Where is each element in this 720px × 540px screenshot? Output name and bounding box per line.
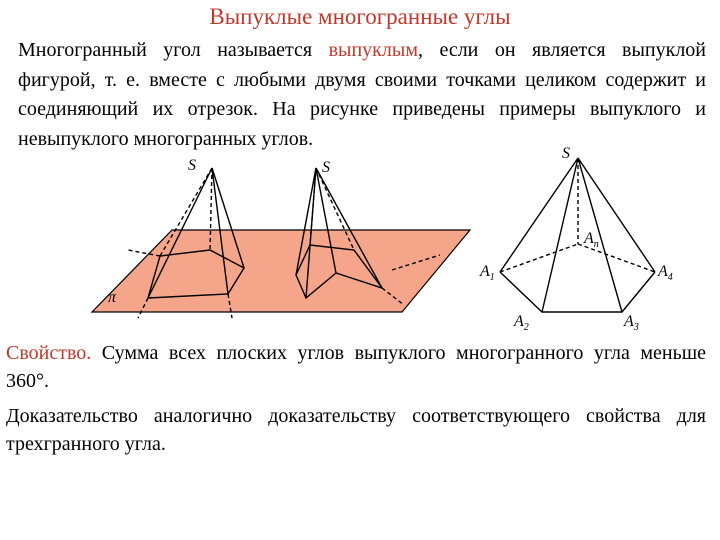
label-vertex-a3: $A_3$ (624, 313, 639, 333)
label-apex-s-convex: S (188, 157, 196, 174)
definition-term-highlight: выпуклым (328, 39, 418, 61)
label-pyramid-apex-s: S (562, 145, 570, 162)
label-vertex-a1: $A_1$ (480, 263, 495, 283)
property-paragraph (6, 339, 706, 395)
figure-pyramid-angle (500, 158, 655, 312)
proof-paragraph: Доказательство аналогично доказательству соответствующего свойства для трехгранного угла. (6, 405, 706, 455)
label-plane-pi: π (108, 289, 117, 306)
label-vertex-an: $A_n$ (584, 230, 599, 250)
property-label: Свойство. (6, 342, 92, 364)
label-apex-s-nonconvex: S (322, 159, 330, 176)
definition-text-start: Многогранный угол называется (18, 39, 329, 61)
property-text: Сумма всех плоских углов выпуклого многогранного угла меньше 360°. (6, 342, 706, 392)
plane-pi (92, 230, 470, 312)
label-vertex-a4: $A_4$ (658, 263, 673, 283)
definition-text-end: , если он является выпуклой фигурой, т. е. вместе с любыми двумя своими точками целиком содержит и соединяющий их отрезок. На рисунке приведены примеры выпуклого и невыпуклого многогранных углов. (18, 39, 706, 150)
figure-plane-with-angles (92, 168, 470, 318)
slide-title: Выпуклые многогранные углы (209, 4, 511, 29)
label-vertex-a2: $A_2$ (514, 313, 529, 333)
